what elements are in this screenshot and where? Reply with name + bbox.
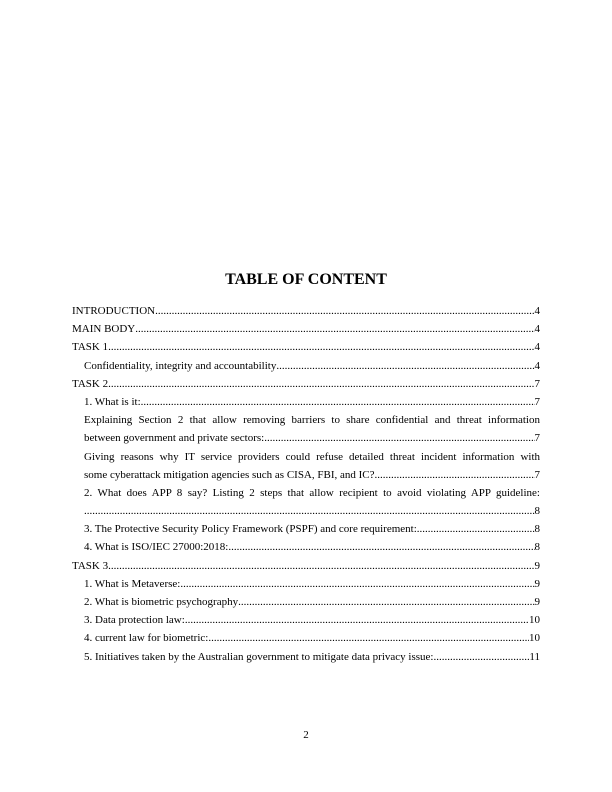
- toc-entry-label: 2. What is biometric psychography: [84, 596, 239, 608]
- toc-entry-page: 9: [534, 577, 540, 590]
- toc-entry-task-1[interactable]: [72, 338, 540, 356]
- page-number: 2: [303, 729, 309, 741]
- toc-entry-label-line1: 2. What does APP 8 say? Listing 2 steps that allow recipient to avoid violating APP guideline:: [84, 486, 540, 499]
- toc-entry-task-2[interactable]: [72, 375, 540, 393]
- dot-leader: [108, 375, 534, 393]
- dot-leader: [375, 466, 535, 484]
- toc-entry-label-line1: Giving reasons why IT service providers could refuse detailed threat incident information with: [84, 450, 540, 463]
- toc-entry-main-body[interactable]: [72, 320, 540, 338]
- toc-entry-page: 8: [534, 505, 540, 518]
- toc-entry-pspf[interactable]: [72, 520, 540, 538]
- dot-leader: [238, 593, 534, 611]
- toc-title: TABLE OF CONTENT: [225, 271, 387, 288]
- toc-entry-page: 4: [534, 341, 540, 354]
- toc-entry-label: 4. What is ISO/IEC 27000:2018:: [84, 541, 229, 554]
- dot-leader: [135, 320, 534, 338]
- toc-entry-section-2[interactable]: [72, 411, 540, 447]
- dot-leader: [417, 520, 535, 538]
- toc-entry-page: 10: [529, 614, 540, 627]
- toc-entry-page: 4: [534, 359, 540, 372]
- toc-entry-page: 9: [534, 559, 540, 572]
- toc-entry-label: 3. The Protective Security Policy Framework (PSPF) and core requirement:: [84, 523, 417, 536]
- toc-entry-label: TASK 2: [72, 377, 109, 390]
- toc-entry-page: 11: [529, 650, 540, 663]
- toc-entry-label: INTRODUCTION: [72, 305, 156, 317]
- toc-entry-app-8[interactable]: [72, 484, 540, 520]
- dot-leader: [108, 557, 534, 575]
- toc-entry-page: 10: [529, 632, 540, 645]
- toc-entry-introduction[interactable]: [72, 302, 540, 320]
- toc-entry-page: 7: [534, 377, 540, 390]
- toc-entry-reasons[interactable]: [72, 448, 540, 484]
- dot-leader: [84, 502, 535, 520]
- dot-leader: [264, 429, 534, 447]
- toc-entry-label: Confidentiality, integrity and accountability: [84, 359, 277, 372]
- toc-entry-confidentiality[interactable]: [72, 357, 540, 375]
- toc-entry-page: 8: [534, 523, 540, 536]
- toc-entry-label: 1. What is it:: [84, 395, 141, 408]
- toc-entry-iso[interactable]: [72, 538, 540, 556]
- table-of-contents: [72, 302, 540, 666]
- toc-entry-label: TASK 3: [72, 559, 109, 572]
- toc-entry-initiatives[interactable]: [72, 648, 540, 666]
- toc-entry-label: MAIN BODY: [72, 323, 136, 336]
- toc-entry-biometric-law[interactable]: [72, 629, 540, 647]
- toc-entry-page: 9: [534, 596, 540, 608]
- dot-leader: [180, 575, 534, 593]
- dot-leader: [155, 302, 534, 320]
- toc-entry-metaverse[interactable]: [72, 575, 540, 593]
- toc-entry-data-protection-law[interactable]: [72, 611, 540, 629]
- dot-leader: [208, 629, 529, 647]
- toc-entry-label-line2: between government and private sectors:: [84, 432, 265, 445]
- dot-leader: [276, 357, 534, 375]
- toc-entry-page: 7: [534, 432, 540, 445]
- dot-leader: [228, 538, 534, 556]
- toc-entry-page: 4: [534, 305, 540, 317]
- toc-entry-what-is-it[interactable]: [72, 393, 540, 411]
- toc-entry-label-line1: Explaining Section 2 that allow removing barriers to share confidential and threat information: [84, 414, 540, 427]
- dot-leader: [141, 393, 535, 411]
- toc-entry-page: 4: [534, 323, 540, 336]
- toc-entry-label: 5. Initiatives taken by the Australian government to mitigate data privacy issue:: [84, 650, 434, 663]
- toc-entry-label: 3. Data protection law:: [84, 614, 185, 627]
- toc-entry-page: 8: [534, 541, 540, 554]
- dot-leader: [185, 611, 529, 629]
- toc-entry-task-3[interactable]: [72, 557, 540, 575]
- toc-entry-page: 7: [534, 395, 540, 408]
- toc-entry-page: 7: [534, 468, 540, 481]
- toc-entry-biometric-psychography[interactable]: [72, 593, 540, 611]
- dot-leader: [433, 648, 529, 666]
- toc-entry-label-line2: some cyberattack mitigation agencies such as CISA, FBI, and IC?: [84, 468, 375, 481]
- toc-entry-label: 4. current law for biometric:: [84, 632, 209, 645]
- toc-entry-label: 1. What is Metaverse:: [84, 577, 181, 590]
- toc-entry-label: TASK 1: [72, 341, 109, 354]
- dot-leader: [108, 338, 534, 356]
